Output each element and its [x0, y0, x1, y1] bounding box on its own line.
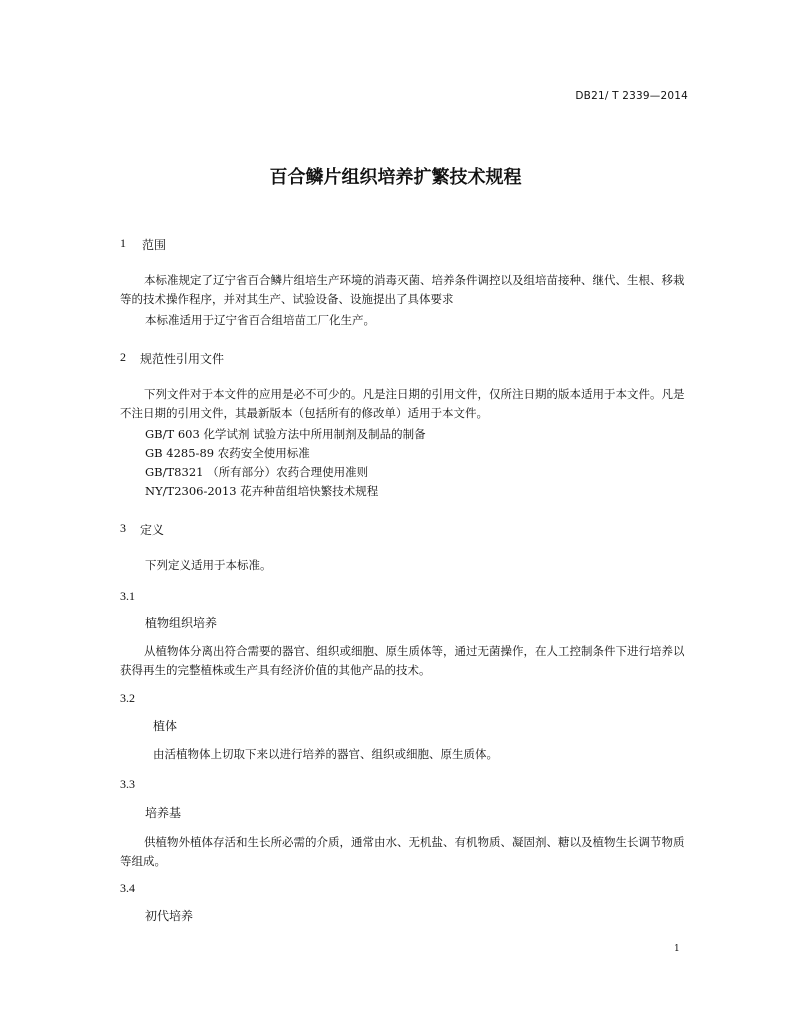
section-2-number: 2: [120, 350, 126, 364]
section-1-paragraph-1: 本标准规定了辽宁省百合鳞片组培生产环境的消毒灭菌、培养条件调控以及组培苗接种、继代、生根、移栽等的技术操作程序，并对其生产、试验设备、设施提出了具体要求: [120, 273, 685, 306]
definition-3-2-term: 植体: [153, 719, 178, 733]
reference-item: GB 4285-89 农药安全使用标准: [145, 446, 310, 460]
definition-3-2-number: 3.2: [120, 691, 135, 705]
section-3-paragraph-1: 下列定义适用于本标准。: [145, 558, 272, 572]
definition-3-2-text: 由活植物体上切取下来以进行培养的器官、组织或细胞、原生质体。: [153, 747, 498, 761]
section-2-title: 规范性引用文件: [140, 352, 225, 366]
reference-item: GB/T8321 （所有部分）农药合理使用准则: [145, 465, 369, 479]
definition-3-4-term: 初代培养: [145, 909, 194, 923]
standard-code: DB21/ T 2339—2014: [575, 90, 688, 102]
section-1-number: 1: [120, 236, 126, 250]
definition-3-3-number: 3.3: [120, 777, 135, 791]
section-1-title: 范围: [142, 238, 167, 252]
definition-3-1-text: 从植物体分离出符合需要的器官、组织或细胞、原生质体等，通过无菌操作，在人工控制条件下进行培养以获得再生的完整植株或生产具有经济价值的其他产品的技术。: [120, 644, 685, 677]
section-3-number: 3: [120, 521, 126, 535]
definition-3-1-number: 3.1: [120, 589, 135, 603]
reference-item: NY/T2306-2013 花卉种苗组培快繁技术规程: [145, 484, 379, 498]
reference-item: GB/T 603 化学试剂 试验方法中所用制剂及制品的制备: [145, 427, 426, 441]
page-number: 1: [674, 944, 680, 954]
definition-3-3-term: 培养基: [145, 806, 182, 820]
section-2-paragraph-1: 下列文件对于本文件的应用是必不可少的。凡是注日期的引用文件，仅所注日期的版本适用于本文件。凡是不注日期的引用文件，其最新版本（包括所有的修改单）适用于本文件。: [120, 387, 685, 420]
definition-3-3-text: 供植物外植体存活和生长所必需的介质，通常由水、无机盐、有机物质、凝固剂、糖以及植物生长调节物质等组成。: [120, 835, 685, 868]
definition-3-4-number: 3.4: [120, 881, 135, 895]
document-title: 百合鳞片组织培养扩繁技术规程: [269, 167, 522, 188]
definition-3-1-term: 植物组织培养: [145, 616, 218, 630]
section-3-title: 定义: [140, 523, 165, 537]
section-1-paragraph-2: 本标准适用于辽宁省百合组培苗工厂化生产。: [145, 313, 375, 327]
